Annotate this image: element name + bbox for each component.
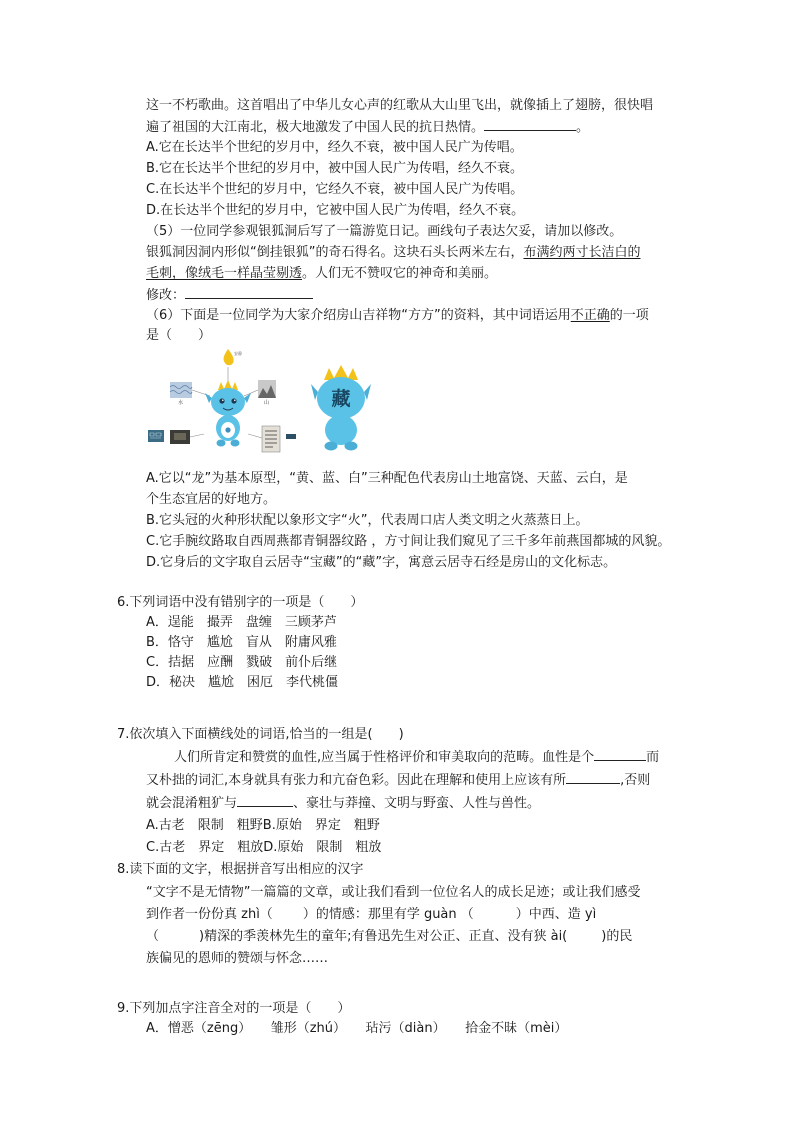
q6-option-d: D．秘决 尴尬 困厄 李代桃僵 bbox=[146, 675, 339, 690]
q8-passage-line-4: 族偏见的恩师的赞颂与怀念…… bbox=[146, 951, 329, 966]
q6-option-a: A．逞能 撮弄 盘缠 三顾茅芦 bbox=[146, 615, 337, 630]
fix-answer-blank[interactable] bbox=[185, 286, 313, 299]
answer-blank[interactable] bbox=[484, 118, 576, 131]
q5-option-a: A.它在长达半个世纪的岁月中，经久不衰，被中国人民广为传唱。 bbox=[146, 140, 523, 155]
q7-passage-line-3: 就会混淆粗犷与 、豪壮与莽撞、文明与野蛮、人性与兽性。 bbox=[146, 796, 541, 811]
mascot-fangfang-back bbox=[310, 362, 372, 452]
q5-sub6-option-b: B.它头冠的火种形状配以象形文字“火”，代表周口店人类文明之火蒸蒸日上。 bbox=[146, 513, 589, 528]
q7-passage-line-1: 人们所肯定和赞赏的血性,应当属于性格评价和审美取向的范畴。血性是个 而 bbox=[174, 750, 660, 765]
water-pattern-icon bbox=[170, 382, 192, 398]
q7-blank-3[interactable] bbox=[237, 794, 293, 807]
q5-sub6-option-a-line-1: A.它以“龙”为基本原型，“黄、蓝、白”三种配色代表房山土地富饶、天蓝、云白，是 bbox=[146, 471, 628, 486]
underlined-sentence: 布满约两寸长洁白的 bbox=[523, 245, 641, 260]
q7-options-cd: C.古老 界定 粗放D.原始 限制 粗放 bbox=[146, 840, 382, 855]
wrist-pattern-icon bbox=[148, 430, 164, 442]
q5-sub6-option-c: C.它手腕纹路取自西周燕都青铜器纹路 ，方寸间让我们窥见了三千多年前燕国都城的风貌。 bbox=[146, 534, 671, 549]
q5-sub5-line-2: 毛刺，像绒毛一样晶莹剔透。人们无不赞叹它的神奇和美丽。 bbox=[146, 266, 498, 281]
q5-sub5-line-1: 银狐洞因洞内形似“倒挂银狐”的奇石得名。这块石头长两米左右，布满约两寸长洁白的 bbox=[146, 245, 641, 260]
flame-icon bbox=[224, 349, 234, 365]
q9-option-a: A．憎恶（zēng） 雏形（zhú） 玷污（diàn） 拾金不昧（mèi） bbox=[146, 1021, 568, 1036]
bronze-vessel-icon bbox=[170, 430, 190, 444]
q8-passage-line-2: 到作者一份份真 zhì（ ）的情感：那里有学 guàn （ ）中西、造 yì bbox=[146, 907, 597, 922]
q7-options-ab: A.古老 限制 粗野B.原始 界定 粗野 bbox=[146, 818, 380, 833]
q5-sub6-line-1: （6）下面是一位同学为大家介绍房山吉祥物“方方”的资料，其中词语运用不正确的一项 bbox=[146, 308, 649, 323]
q7-stem: 7.依次填入下面横线处的词语,恰当的一组是( ) bbox=[117, 727, 404, 742]
q6-option-b: B．恪守 尴尬 盲从 附庸风雅 bbox=[146, 635, 337, 650]
q7-blank-1[interactable] bbox=[594, 748, 646, 761]
mascot-back-character: 藏 bbox=[331, 388, 351, 410]
fig-label-water: 水 bbox=[178, 400, 184, 406]
q5-option-c: C.在长达半个世纪的岁月中，它经久不衰，被中国人民广为传唱。 bbox=[146, 182, 524, 197]
q7-blank-2[interactable] bbox=[566, 771, 620, 784]
q5-sub6-option-d: D.它身后的文字取自云居寺“宝藏”的“藏”字，寓意云居寺石经是房山的文化标志。 bbox=[146, 555, 617, 570]
underlined-sentence: 毛刺，像绒毛一样晶莹剔透 bbox=[146, 266, 303, 281]
q6-option-c: C．拮据 应酬 戮破 前仆后继 bbox=[146, 655, 338, 670]
q9-stem: 9.下列加点字注音全对的一项是（ ） bbox=[117, 1001, 351, 1016]
q5-text-line-2: 遍了祖国的大江南北，极大地激发了中国人民的抗日热情。 。 bbox=[146, 120, 590, 135]
q5-sub6-line-2: 是（ ） bbox=[146, 328, 212, 343]
script-scroll-icon bbox=[262, 426, 280, 452]
q5-text-line-1: 这一不朽歌曲。这首唱出了中华儿女心声的红歌从大山里飞出，就像插上了翅膀，很快唱 bbox=[146, 98, 654, 113]
q5-option-b: B.它在长达半个世纪的岁月中，被中国人民广为传唱，经久不衰。 bbox=[146, 161, 524, 176]
q7-passage-line-2: 又朴拙的词汇,本身就具有张力和亢奋色彩。因此在理解和使用上应该有所 ,否则 bbox=[146, 773, 651, 788]
fig-label-top: 安静 bbox=[234, 351, 242, 356]
q6-stem: 6.下列词语中没有错别字的一项是（ ） bbox=[117, 595, 364, 610]
q5-sub6-option-a-line-2: 个生态宜居的好地方。 bbox=[146, 492, 277, 507]
q5-option-d: D.在长达半个世纪的岁月中，它被中国人民广为传唱，经久不衰。 bbox=[146, 203, 525, 218]
fig-label-mountain: 山 bbox=[264, 400, 270, 406]
mascot-fangfang-front bbox=[205, 380, 251, 447]
q8-passage-line-3: （ )精深的季羡林先生的童年;有鲁迅先生对公正、正直、没有狭 ài( )的民 bbox=[146, 929, 633, 944]
q8-passage-line-1: “文字不是无情物”一篇篇的文章，或让我们看到一位位名人的成长足迹；或让我们感受 bbox=[146, 885, 641, 900]
q8-stem: 8.读下面的文字，根据拼音写出相应的汉字 bbox=[117, 862, 364, 877]
q5-sub5-stem: （5）一位同学参观银狐洞后写了一篇游览日记。画线句子表达欠妥，请加以修改。 bbox=[146, 224, 623, 239]
script-tag-icon bbox=[286, 434, 296, 439]
mascot-diagram bbox=[146, 346, 306, 456]
mountain-pattern-icon bbox=[258, 380, 276, 398]
q5-fix-line: 修改： bbox=[146, 286, 313, 305]
